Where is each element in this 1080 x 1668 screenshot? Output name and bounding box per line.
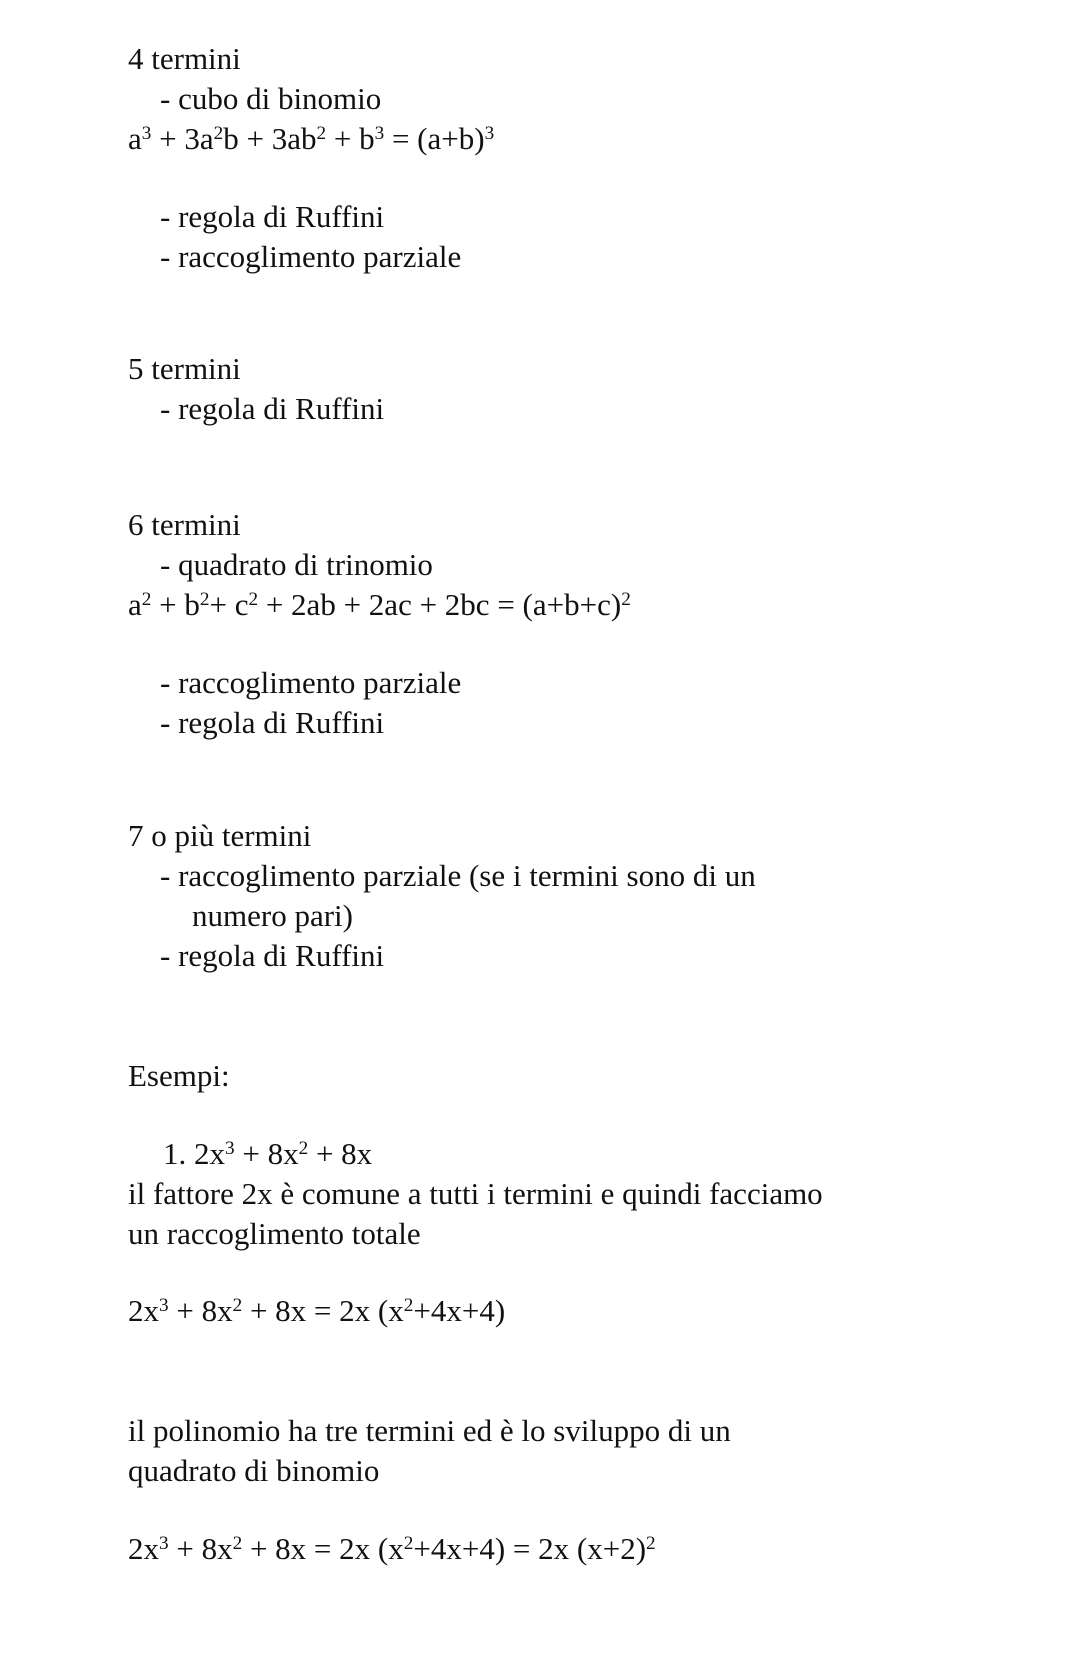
list-item: - regola di Ruffini — [160, 391, 385, 426]
equation-raccoglimento: $2x^3 + 8x^2 + 8x = 2x$ $(x^2+4x+4)$ — [128, 1293, 506, 1328]
paragraph-line: un raccoglimento totale — [128, 1216, 421, 1251]
list-item: - raccoglimento parziale — [160, 239, 462, 274]
list-item: - cubo di binomio — [160, 81, 382, 116]
examples-heading: Esempi: — [128, 1058, 230, 1093]
list-item: - raccoglimento parziale — [160, 665, 462, 700]
list-item: - regola di Ruffini — [160, 199, 385, 234]
list-item: - regola di Ruffini — [160, 938, 385, 973]
section-heading: 6 termini — [128, 507, 241, 542]
equation-final: $2x^3 + 8x^2 + 8x = 2x$ $(x^2+4x+4) = 2x$ $(x+2)^2$ — [128, 1531, 656, 1566]
list-item-continuation: numero pari) — [192, 898, 353, 933]
formula-quadrato-di-trinomio: $a^2 + b^2+ c^2 + 2ab + 2ac + 2bc = (a+b+c)^2$ — [128, 587, 631, 622]
paragraph-line: il polinomio ha tre termini ed è lo sviluppo di un — [128, 1413, 731, 1448]
list-item: - quadrato di trinomio — [160, 547, 433, 582]
paragraph-line: quadrato di binomio — [128, 1453, 380, 1488]
list-item: - raccoglimento parziale (se i termini sono di un — [160, 858, 756, 893]
list-item: - regola di Ruffini — [160, 705, 385, 740]
formula-cubo-di-binomio: $a^3 + 3a^2b + 3ab^2 + b^3 = (a+b)^3$ — [128, 121, 495, 156]
example-expression: 1. $2x^3 + 8x^2 + 8x$ — [163, 1136, 373, 1171]
paragraph-line: il fattore 2x è comune a tutti i termini e quindi facciamo — [128, 1176, 823, 1211]
section-heading: 4 termini — [128, 41, 241, 76]
section-heading: 7 o più termini — [128, 818, 312, 853]
section-heading: 5 termini — [128, 351, 241, 386]
